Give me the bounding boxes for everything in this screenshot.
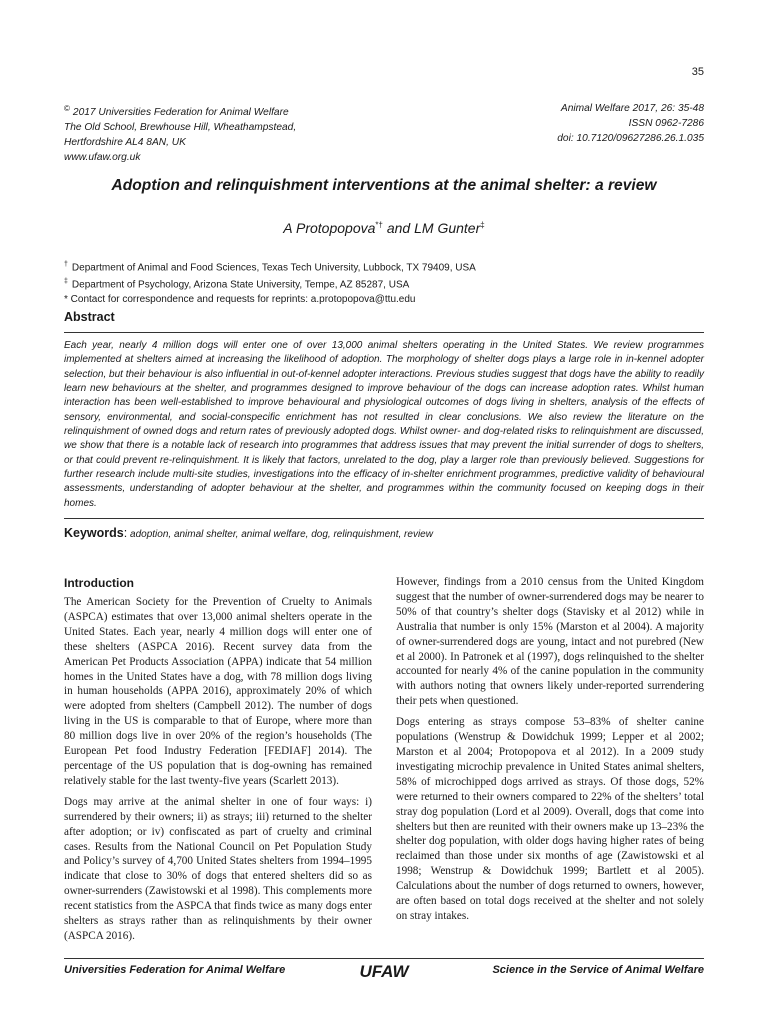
abstract-bottom-divider [64,518,704,519]
journal-issn: ISSN 0962-7286 [628,118,704,129]
publisher-website: www.ufaw.org.uk [64,152,141,163]
keywords-separator: : [123,526,128,540]
body-column-right [396,575,704,930]
keywords-list: adoption, animal shelter, animal welfare, dog, relinquishment, review [127,529,433,540]
journal-doi: doi: 10.7120/09627286.26.1.035 [557,133,704,144]
abstract-top-divider [64,332,704,333]
journal-citation: Animal Welfare 2017, 26: 35-48 [560,103,704,114]
journal-citation-block [557,101,704,146]
affiliation-mark: ‡ [64,278,68,286]
keywords-label: Keywords [64,526,124,540]
keywords-line [64,526,433,540]
author-2: LM Gunter [414,220,481,236]
ufaw-logo [356,958,412,982]
affiliations [64,258,476,307]
paper-title: Adoption and relinquishment interventions at the animal shelter: a review [111,177,657,194]
affiliation-text: Department of Psychology, Arizona State University, Tempe, AZ 85287, USA [71,279,410,291]
affiliation-2 [64,275,476,292]
publisher-line-1: 2017 Universities Federation for Animal Welfare [72,107,289,118]
body-paragraph: The American Society for the Prevention of Cruelty to Animals (ASPCA) estimates that over 13,000 animal shelters operate in the United States. Each year, nearly 4 million dogs will enter one of these shelters (ASPCA 2016). Recent survey data from the American Pet Products Association (APPA) indicate that 54 million homes in the United States have a dog, with 78 million dogs living in human households (APPA 2016), approximately 20% of which were adopted from shelters (Campbell 2012). The number of dogs living in the US is comparable to that of Europe, where more than 80 million dogs live in over 20% of the region’s households (The European Pet food Industry Federation [FEDIAF] 2014). The percentage of the US population that is dog-owning has remained relatively stable for the last twenty-five years (Scarlett 2013). [64,596,372,787]
author-1: A Protopopova [283,220,376,236]
affiliation-1 [64,258,476,275]
affiliation-text: Department of Animal and Food Sciences, Texas Tech University, Lubbock, TX 79409, USA [71,262,476,274]
body-paragraph: However, findings from a 2010 census from the United Kingdom suggest that the number of owner-surrendered dogs may be nearer to 50% of that country’s shelter dogs (Stavisky et al 2012) while in Australia that number is only 15% (Marston et al 2004). A majority of owner-surrendered dogs are young, intact and not purebred (New et al 2000). In Patronek et al (1997), dogs relinquished to the shelter accounted for nearly 4% of the canine population in the community with authors noting that owners likely under-reported surrendering their pets when questioned. [396,576,704,708]
paper-authors [0,220,768,236]
abstract-text: Each year, nearly 4 million dogs will enter one of over 13,000 animal shelters operating in the United States. We review programmes implemented at shelters aimed at increasing the likelihood of adoption. The morphology of shelter dogs plays a large role in in-kennel adopter selection, but their behaviour is also influential in out-of-kennel adopter interactions. Previous studies suggest that dogs have the ability to readily learn new behaviours at the shelter, and programmes designed to improve behaviour of the dogs can increase adoption rates. Whilst human interaction has been well-established to improve behavioural and physiological outcomes of dogs living in shelters, analysis of the effects of sensory, environmental, and social-conspecific enrichment has not resulted in clear conclusions. We also review the literature on the relinquishment of owned dogs and return rates of previously adopted dogs. Whilst owner- and dog-related risks to relinquishment are discussed, we show that there is a notable lack of research into programmes that address issues that may prevent the initial surrender of dogs to shelters, or that could prevent re-relinquishment. It is likely that factors, unrelated to the dog, play a larger role than previously believed. Suggestions for further research include multi-site studies, investigations into the efficacy of in-shelter enrichment programmes, predictive validity of behavioural assessments, understanding of adopter behaviour at the shelter, and programmes within the community focused on keeping dogs in their homes. [64,340,704,509]
correspondence-note [64,293,476,307]
footer-tagline: Science in the Service of Animal Welfare [492,964,704,976]
publisher-line-3: Hertfordshire AL4 8AN, UK [64,137,186,148]
abstract-heading: Abstract [64,310,115,324]
author-1-marks: *† [375,220,383,230]
body-paragraph: Dogs entering as strays compose 53–83% of shelter canine populations (Wenstrup & Dowidchuk 1999; Lepper et al 2002; Marston et al 2004; Protopopova et al 2012). In a 2009 study investigating microchip prevalence in United States animal shelters, 58% of microchipped dogs arrived as strays. Of those dogs, 52% were returned to their owners compared to 22% of the shelters’ total stray dog population (Lord et al 2009). Overall, dogs that come into shelters but then are reunited with their owners make up 13–23% the shelter dog population, with older dogs having higher rates of being reclaimed than those under six months of age (Zawistowski et al 1998; Wenstrup & Dowidchuk 1999; Bartlett et al 2005). Calculations about the number of dogs returned to owners, however, are often based on total dogs received at the shelter and not solely on stray intakes. [396,716,704,922]
publisher-line-2: The Old School, Brewhouse Hill, Wheathampstead, [64,122,297,133]
author-conjunction: and [382,220,415,236]
author-2-marks: ‡ [480,220,485,230]
introduction-heading: Introduction [64,576,134,590]
footer-publisher: Universities Federation for Animal Welfare [64,964,286,976]
page-number: 35 [691,66,704,78]
journal-publisher-block [64,101,296,165]
affiliation-text: * Contact for correspondence and requests for reprints: a.protopopova@ttu.edu [64,293,416,305]
copyright-symbol: © [64,104,70,113]
body-paragraph: Dogs may arrive at the animal shelter in one of four ways: i) surrendered by their owners; ii) as strays; iii) returned to the shelter after adoption; or iv) confiscated as part of cruelty and criminal cases. Results from the National Council on Pet Population Study and Policy’s survey of 4,700 United States shelters from 1994–1995 indicate that close to 30% of dogs that entered shelters did so as owner-surrenders (Zawistowski et al 1998). This complements more recent statistics from the ASPCA that finds twice as many dogs enter shelters as strays rather than as relinquishments by their owner (ASPCA 2016). [64,795,372,942]
ufaw-logo-text: UFAW [359,962,409,981]
affiliation-mark: † [64,261,68,268]
body-column-left [64,575,372,950]
